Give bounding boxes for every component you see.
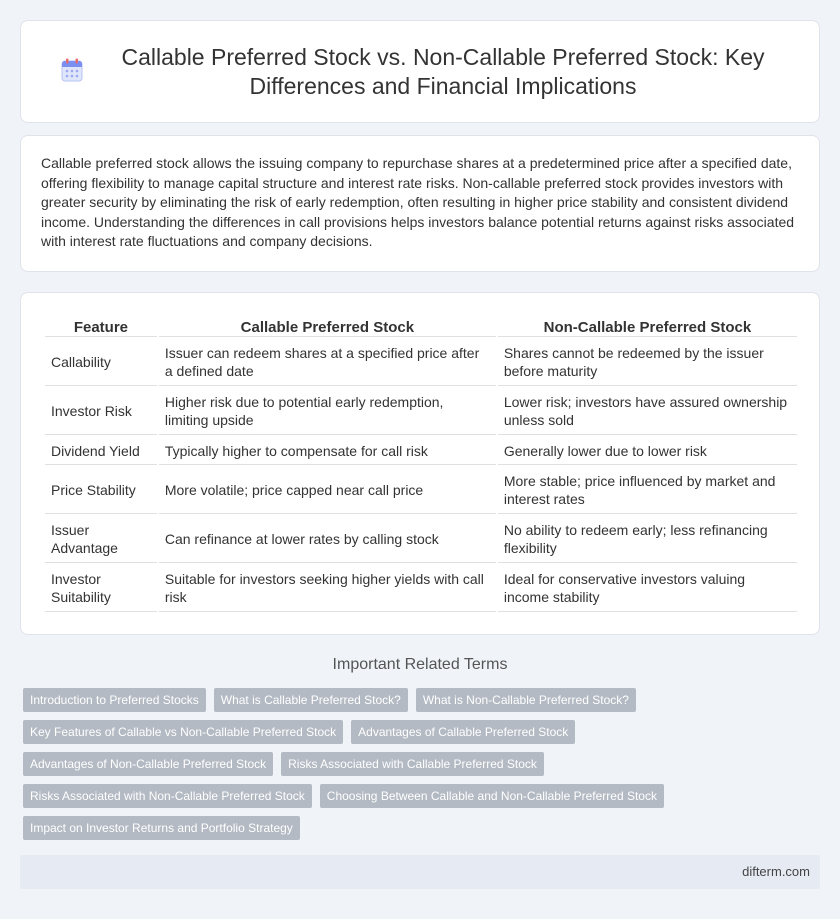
non-callable-cell: Generally lower due to lower risk [498,437,797,465]
intro-card [20,135,820,272]
page-title: Callable Preferred Stock vs. Non-Callable Preferred Stock: Key Differences and Financial Implications [121,43,765,99]
feature-cell: Investor Risk [45,388,157,435]
related-terms-list [23,688,803,840]
calendar-icon [61,58,83,82]
non-callable-cell: Lower risk; investors have assured ownership unless sold [498,388,797,435]
related-term-link[interactable]: Advantages of Non-Callable Preferred Stock [23,752,273,776]
callable-cell: Issuer can redeem shares at a specified price after a defined date [159,339,496,386]
table-row [45,516,797,563]
footer-site-link[interactable]: difterm.com [742,864,810,879]
table-row [45,467,797,514]
callable-cell: More volatile; price capped near call price [159,467,496,514]
feature-cell: Callability [45,339,157,386]
related-term-link[interactable]: Impact on Investor Returns and Portfolio Strategy [23,816,300,840]
comparison-table-card [20,292,820,635]
related-term-link[interactable]: Risks Associated with Callable Preferred Stock [281,752,544,776]
related-term-link[interactable]: Risks Associated with Non-Callable Preferred Stock [23,784,312,808]
related-term-link[interactable]: Advantages of Callable Preferred Stock [351,720,575,744]
title-card [20,20,820,123]
non-callable-cell: More stable; price influenced by market and interest rates [498,467,797,514]
table-row [45,437,797,465]
table-row [45,339,797,386]
callable-cell: Typically higher to compensate for call risk [159,437,496,465]
column-header-feature: Feature [45,313,157,337]
related-term-link[interactable]: Introduction to Preferred Stocks [23,688,206,712]
intro-paragraph: Callable preferred stock allows the issuing company to repurchase shares at a predetermined price after a specified date, offering flexibility to manage capital structure and interest rate risks. Non-callable preferred stock provides investors with greater security by eliminating the risk of early redemption, often resulting in higher price stability and consistent dividend income. Understanding the differences in call provisions helps investors balance potential returns against risks associated with interest rate fluctuations and company decisions. [41,155,795,250]
table-row [45,565,797,612]
table-header-row [45,313,797,337]
related-term-link[interactable]: What is Callable Preferred Stock? [214,688,408,712]
related-terms-heading: Important Related Terms [332,656,508,673]
column-header-non-callable: Non-Callable Preferred Stock [498,313,797,337]
related-term-link[interactable]: Choosing Between Callable and Non-Callable Preferred Stock [320,784,664,808]
non-callable-cell: Shares cannot be redeemed by the issuer before maturity [498,339,797,386]
non-callable-cell: No ability to redeem early; less refinancing flexibility [498,516,797,563]
feature-cell: Price Stability [45,467,157,514]
feature-cell: Investor Suitability [45,565,157,612]
callable-cell: Suitable for investors seeking higher yields with call risk [159,565,496,612]
non-callable-cell: Ideal for conservative investors valuing income stability [498,565,797,612]
callable-cell: Higher risk due to potential early redemption, limiting upside [159,388,496,435]
feature-cell: Issuer Advantage [45,516,157,563]
footer [20,855,820,889]
related-term-link[interactable]: Key Features of Callable vs Non-Callable Preferred Stock [23,720,343,744]
related-term-link[interactable]: What is Non-Callable Preferred Stock? [416,688,636,712]
comparison-table [43,311,799,614]
title-wrap [61,43,779,101]
column-header-callable: Callable Preferred Stock [159,313,496,337]
feature-cell: Dividend Yield [45,437,157,465]
table-row [45,388,797,435]
callable-cell: Can refinance at lower rates by calling stock [159,516,496,563]
